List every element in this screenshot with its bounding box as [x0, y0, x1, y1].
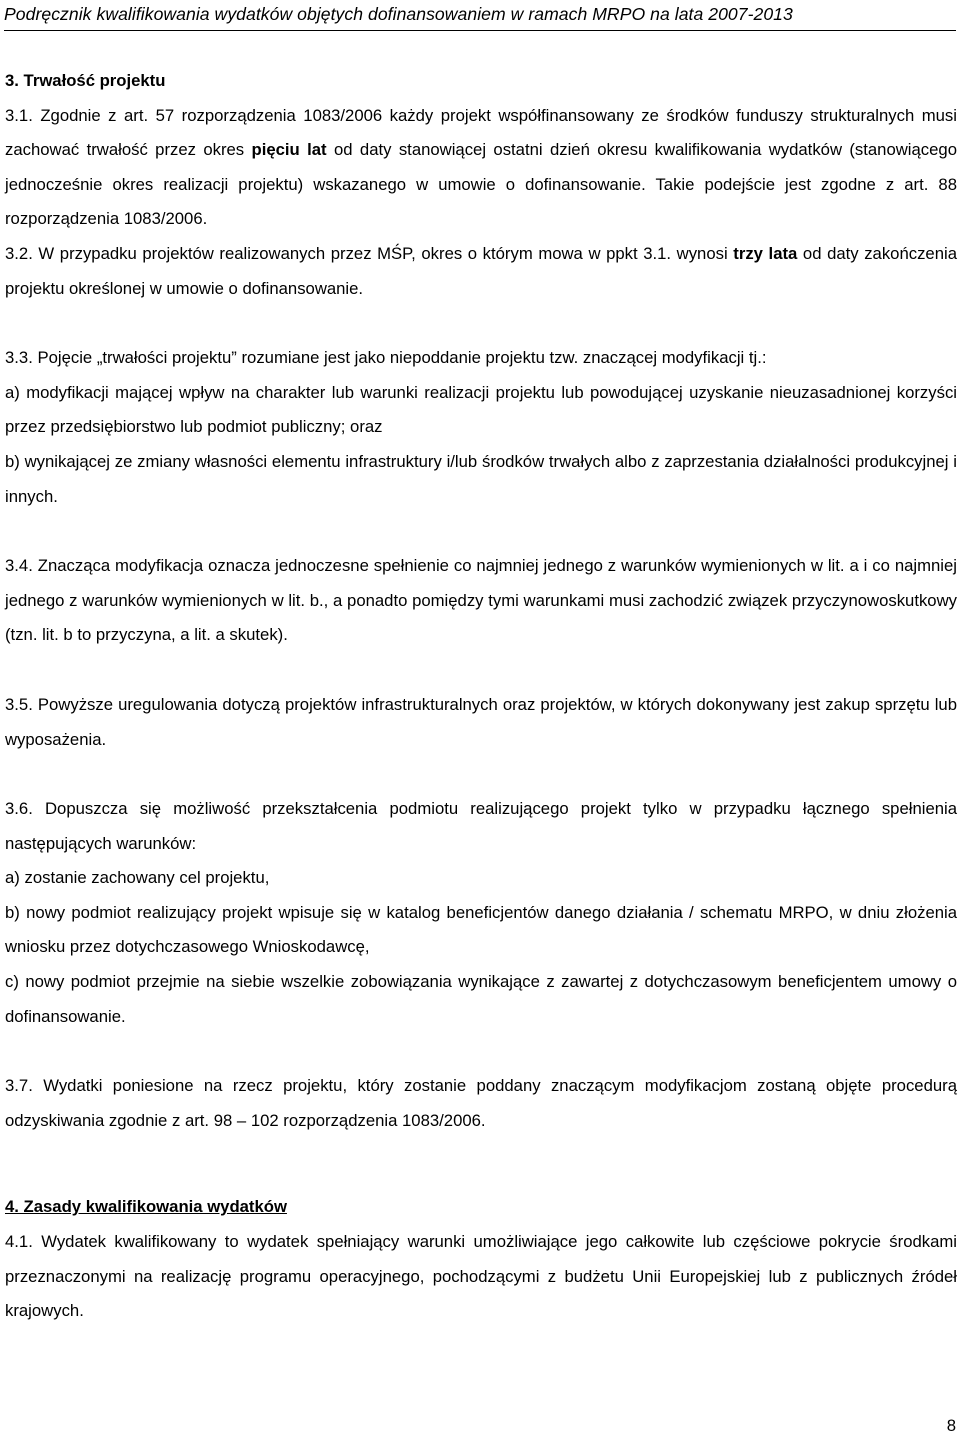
paragraph-3-5: 3.5. Powyższe uregulowania dotyczą projektów infrastrukturalnych oraz projektów, w których dokonywany jest zakup sprzętu lub wyposażenia. — [5, 694, 957, 749]
paragraph-3-6: 3.6. Dopuszcza się możliwość przekształcenia podmiotu realizującego projekt tylko w przypadku łącznego spełnienia następujących warunków: — [5, 799, 957, 853]
paragraph-3-1: 3.1. Zgodnie z art. 57 rozporządzenia 1083/2006 każdy projekt współfinansowany ze środków funduszy strukturalnych musi zachować trwałość przez okres pięciu lat od daty stanowiącej ostatni dzień okresu kwalifikowania wydatków (stanowiącego jednocześnie okres realizacji projektu) wskazanego w umowie o dofinansowanie. Takie podejście jest zgodne z art. 88 rozporządzenia 1083/2006. — [5, 105, 957, 229]
paragraph-3-2: 3.2. W przypadku projektów realizowanych przez MŚP, okres o którym mowa w ppkt 3.1. wynosi trzy lata od daty zakończenia projektu określonej w umowie o dofinansowanie. — [5, 243, 957, 298]
section-4-heading: 4. Zasady kwalifikowania wydatków — [5, 1197, 287, 1217]
paragraph-3-3-b: b) wynikającej ze zmiany własności elementu infrastruktury i/lub środków trwałych albo z zaprzestania działalności produkcyjnej i innych. — [5, 451, 957, 506]
bold-period-three-years: trzy lata — [733, 243, 798, 263]
header-rule — [4, 30, 956, 31]
paragraph-3-7: 3.7. Wydatki poniesione na rzecz projektu, który zostanie poddany znaczącym modyfikacjom zostaną objęte procedurą odzyskiwania zgodnie z art. 98 – 102 rozporządzenia 1083/2006. — [5, 1076, 957, 1130]
paragraph-3-4: 3.4. Znacząca modyfikacja oznacza jednoczesne spełnienie co najmniej jednego z warunków wymienionych w lit. a i co najmniej jednego z warunków wymienionych w lit. b., a ponadto pomiędzy tymi warunkami musi zachodzić związek przyczynowoskutkowy (tzn. lit. b to przyczyna, a lit. a skutek). — [5, 556, 957, 645]
paragraph-3-6-b: b) nowy podmiot realizujący projekt wpisuje się w katalog beneficjentów danego działania / schematu MRPO, w dniu złożenia wniosku przez dotychczasowego Wnioskodawcę, — [5, 902, 957, 957]
paragraph-3-6-a: a) zostanie zachowany cel projektu, — [5, 868, 270, 888]
paragraph-3-3-a: a) modyfikacji mającej wpływ na charakter lub warunki realizacji projektu lub powodującej uzyskanie nieuzasadnionej korzyści przez przedsiębiorstwo lub podmiot publiczny; oraz — [5, 382, 957, 437]
paragraph-3-6-c: c) nowy podmiot przejmie na siebie wszelkie zobowiązania wynikające z zawartej z dotychczasowym beneficjentem umowy o dofinansowanie. — [5, 972, 957, 1026]
bold-period-five-years: pięciu lat — [251, 140, 327, 160]
page-number: 8 — [946, 1416, 956, 1435]
running-header: Podręcznik kwalifikowania wydatków objętych dofinansowaniem w ramach MRPO na lata 2007-2013 — [4, 4, 793, 24]
section-3-heading: 3. Trwałość projektu — [5, 71, 166, 90]
paragraph-4-1: 4.1. Wydatek kwalifikowany to wydatek spełniający warunki umożliwiające jego całkowite lub częściowe pokrycie środkami przeznaczonymi na realizację programu operacyjnego, pochodzącymi z budżetu Unii Europejskiej lub z publicznych źródeł krajowych. — [5, 1232, 957, 1321]
document-body — [5, 64, 957, 1329]
paragraph-3-3: 3.3. Pojęcie „trwałości projektu” rozumiane jest jako niepoddanie projektu tzw. znaczącej modyfikacji tj.: — [5, 348, 767, 368]
